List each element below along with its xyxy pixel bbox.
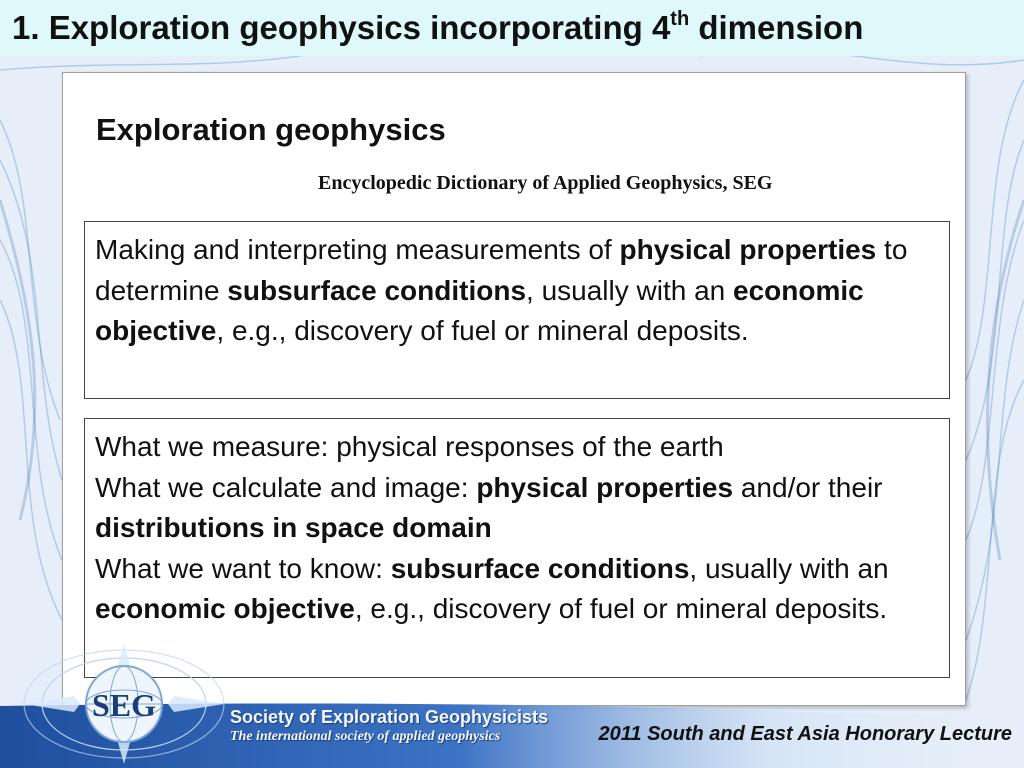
body-text: What we calculate and image: — [95, 471, 477, 503]
society-name: Society of Exploration Geophysicists — [230, 707, 549, 727]
explanation-line — [95, 549, 941, 630]
title-text-end: dimension — [689, 9, 864, 46]
definition-box — [84, 221, 950, 399]
emphasis-text: distributions in space domain — [95, 512, 492, 543]
seg-logo-text: SEG — [91, 687, 157, 723]
body-text: , e.g., discovery of fuel or mineral deposits. — [354, 593, 888, 624]
body-text: , usually with an — [526, 274, 734, 306]
title-text: 1. Exploration geophysics incorporating 4 — [12, 9, 671, 46]
emphasis-text: economic objective — [95, 593, 355, 624]
explanation-box — [84, 418, 950, 678]
body-text: to determine — [95, 234, 908, 306]
title-bar — [0, 0, 1024, 56]
slide-title — [12, 9, 863, 47]
explanation-line — [95, 427, 941, 468]
seg-logo — [14, 640, 234, 766]
body-text: Making and interpreting measurements of — [95, 234, 620, 265]
definition-text — [95, 230, 941, 352]
title-superscript: th — [670, 8, 690, 30]
body-text: , e.g., discovery of fuel or mineral deposits. — [216, 315, 749, 346]
society-tagline: The international society of applied geophysics — [230, 729, 501, 744]
body-text: , usually with an — [689, 552, 889, 584]
source-citation: Encyclopedic Dictionary of Applied Geophysics, SEG — [318, 172, 773, 194]
lecture-title: 2011 South and East Asia Honorary Lecture — [598, 723, 1012, 745]
explanation-line — [95, 468, 941, 549]
emphasis-text: economic objective — [95, 274, 864, 346]
body-text: and/or their — [733, 471, 883, 503]
emphasis-text: physical properties — [619, 234, 877, 265]
emphasis-text: physical properties — [476, 471, 734, 503]
emphasis-text: subsurface conditions — [390, 552, 690, 584]
body-text: What we measure: physical responses of the earth — [95, 431, 724, 462]
body-text: What we want to know: — [95, 552, 391, 584]
emphasis-text: subsurface conditions — [227, 274, 527, 306]
section-heading: Exploration geophysics — [96, 112, 446, 147]
